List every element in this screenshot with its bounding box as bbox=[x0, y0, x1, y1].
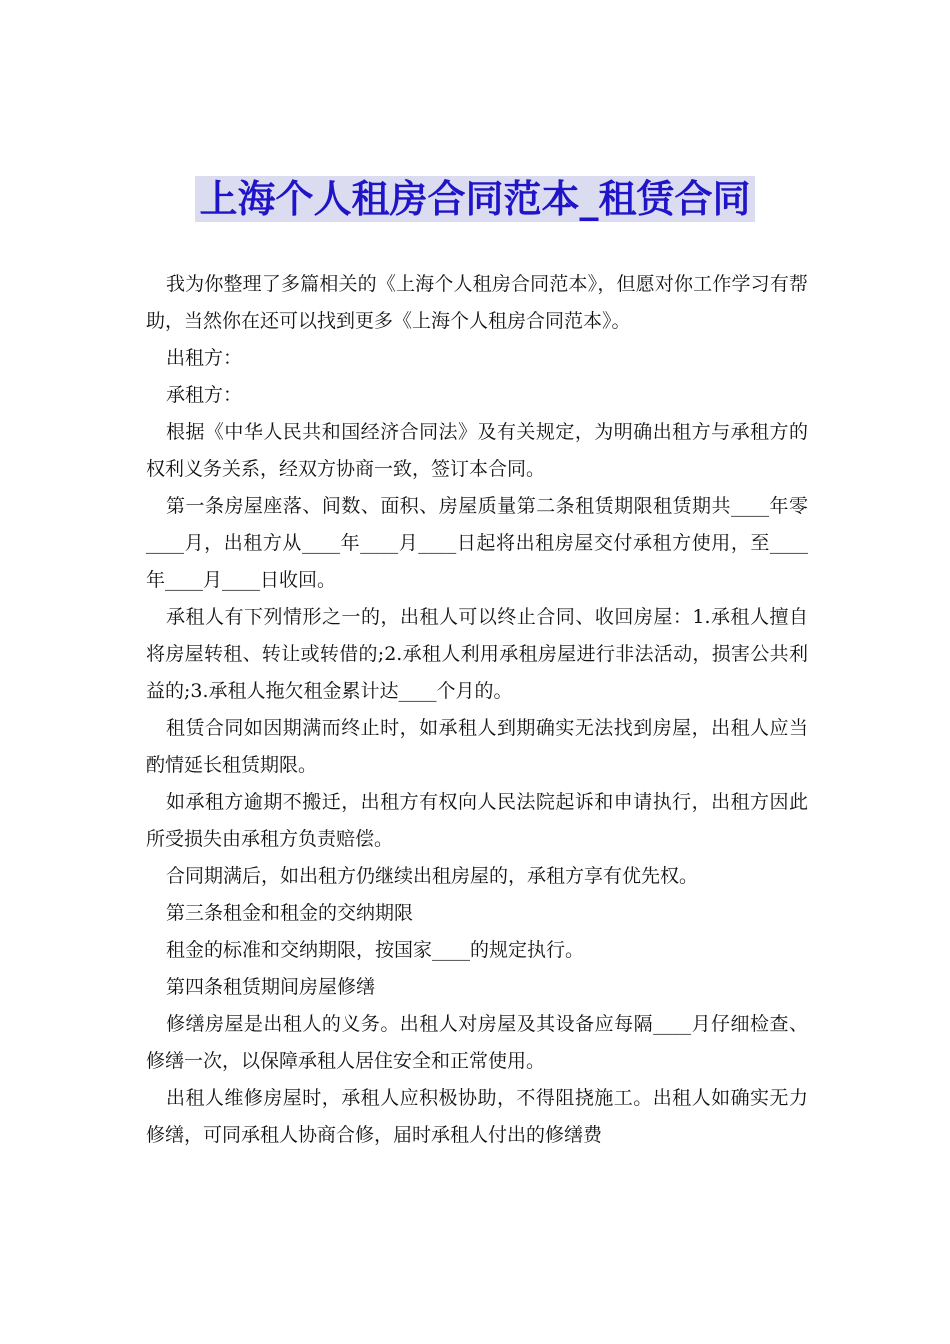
paragraph-repair-duty: 修缮房屋是出租人的义务。出租人对房屋及其设备应每隔____月仔细检查、修缮一次，以保障承租人居住安全和正常使用。 bbox=[146, 1013, 808, 1072]
paragraph-rent-standard: 租金的标准和交纳期限，按国家____的规定执行。 bbox=[166, 939, 585, 961]
document-body bbox=[146, 266, 808, 1154]
paragraph-lessee: 承租方： bbox=[166, 384, 243, 406]
document-title: 上海个人租房合同范本_租赁合同 bbox=[195, 176, 754, 222]
paragraph-intro: 我为你整理了多篇相关的《上海个人租房合同范本》，但愿对你工作学习有帮助，当然你在还可以找到更多《上海个人租房合同范本》。 bbox=[146, 273, 808, 332]
paragraph-termination: 承租人有下列情形之一的，出租人可以终止合同、收回房屋：1.承租人擅自将房屋转租、转让或转借的;2.承租人利用承租房屋进行非法活动，损害公共利益的;3.承租人拖欠租金累计达____个月的。 bbox=[146, 606, 808, 702]
paragraph-overdue: 如承租方逾期不搬迁，出租方有权向人民法院起诉和申请执行，出租方因此所受损失由承租方负责赔偿。 bbox=[146, 791, 808, 850]
paragraph-lessor: 出租方： bbox=[166, 347, 243, 369]
paragraph-basis: 根据《中华人民共和国经济合同法》及有关规定，为明确出租方与承租方的权利义务关系，经双方协商一致，签订本合同。 bbox=[146, 421, 808, 480]
paragraph-article-1-2: 第一条房屋座落、间数、面积、房屋质量第二条租赁期限租赁期共____年零____月，出租方从____年____月____日起将出租房屋交付承租方使用，至____年____月____日收回。 bbox=[146, 495, 808, 591]
paragraph-priority: 合同期满后，如出租方仍继续出租房屋的，承租方享有优先权。 bbox=[166, 865, 699, 887]
paragraph-article-4-heading: 第四条租赁期间房屋修缮 bbox=[166, 976, 376, 998]
title-container bbox=[0, 176, 950, 222]
paragraph-repair-cooperation: 出租人维修房屋时，承租人应积极协助，不得阻挠施工。出租人如确实无力修缮，可同承租人协商合修，届时承租人付出的修缮费 bbox=[146, 1087, 808, 1146]
paragraph-article-3-heading: 第三条租金和租金的交纳期限 bbox=[166, 902, 414, 924]
paragraph-expiry: 租赁合同如因期满而终止时，如承租人到期确实无法找到房屋，出租人应当酌情延长租赁期限。 bbox=[146, 717, 808, 776]
